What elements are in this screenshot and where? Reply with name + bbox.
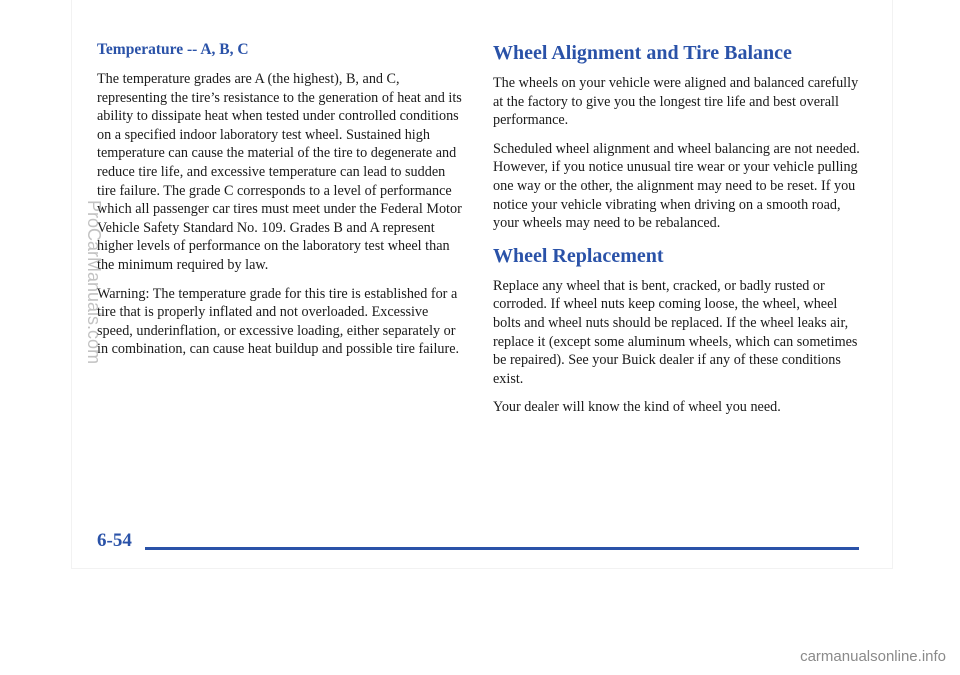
warning-paragraph: Warning: The temperature grade for this tire is established for a tire that is properly inflated and not overloaded. Excessive speed, underinflation, or excessive loading, either separately or in combination, can cause heat buildup and possible tire failure. <box>97 285 460 358</box>
alignment-paragraph: The wheels on your vehicle were aligned and balanced carefully at the factory to give you the longest tire life and best overall performance. <box>493 75 859 129</box>
wheel-alignment-heading: Wheel Alignment and Tire Balance <box>493 42 792 64</box>
site-watermark: carmanualsonline.info <box>800 648 946 665</box>
footer-rule <box>145 547 859 550</box>
alignment-paragraph: Scheduled wheel alignment and wheel balancing are not needed. However, if you notice unusual tire wear or your vehicle pulling one way or the other, the alignment may need to be reset. If you notice your vehicle vibrating when driving on a smooth road, your wheels may need to be rebalanced. <box>493 140 860 232</box>
wheel-replacement-heading: Wheel Replacement <box>493 244 664 267</box>
temperature-heading: Temperature -- A, B, C <box>97 41 249 58</box>
page-number: 6-54 <box>97 530 132 551</box>
vertical-watermark-text: ProCarManuals.com <box>84 200 104 365</box>
vertical-watermark <box>84 200 108 380</box>
page-footer <box>97 530 859 560</box>
temperature-paragraph: The temperature grades are A (the highest), B, and C, representing the tire’s resistance to the generation of heat and its ability to dissipate heat when tested under controlled conditions on a specified indoor laboratory test wheel. Sustained high temperature can cause the material of the tire to degenerate and reduce tire life, and excessive temperature can lead to sudden tire failure. The grade C corresponds to a level of performance which all passenger car tires must meet under the Federal Motor Vehicle Safety Standard No. 109. Grades B and A represent higher levels of performance on the laboratory test wheel than the minimum required by law. <box>97 71 462 273</box>
replacement-paragraph: Replace any wheel that is bent, cracked, or badly rusted or corroded. If wheel nuts keep coming loose, the wheel, wheel bolts and wheel nuts should be replaced. If the wheel leaks air, replace it (except some aluminum wheels, which can sometimes be repaired). See your Buick dealer if any of these conditions exist. <box>493 277 858 387</box>
replacement-paragraph: Your dealer will know the kind of wheel you need. <box>493 399 781 416</box>
left-column <box>97 40 467 369</box>
right-column <box>493 40 863 427</box>
